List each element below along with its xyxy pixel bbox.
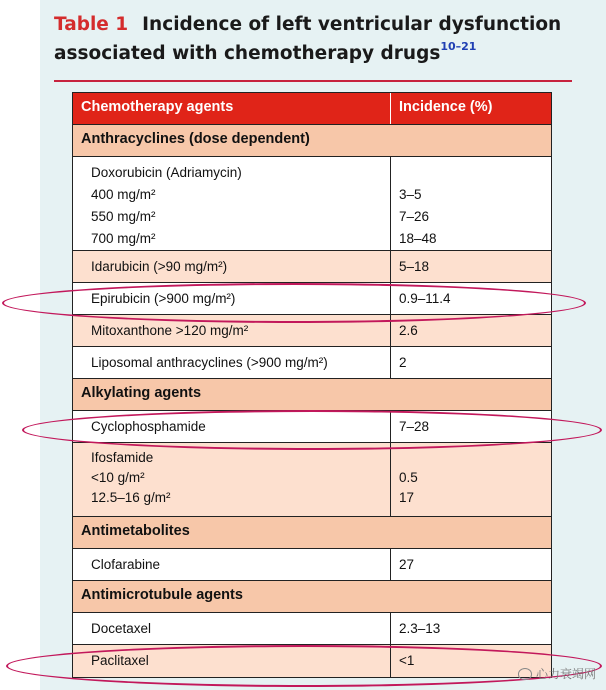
agent-cell: Cyclophosphamide: [73, 411, 391, 442]
title-rule: [54, 80, 572, 82]
title-line-1: Incidence of left ventricular dysfunction: [142, 14, 562, 35]
agent-cell: Clofarabine: [73, 549, 391, 580]
section-row: [73, 125, 551, 157]
section-row: [73, 581, 551, 613]
table-row: [73, 645, 551, 677]
agent-cell: Ifosfamide <10 g/m² 12.5–16 g/m²: [73, 443, 391, 516]
section-row: [73, 517, 551, 549]
agent-cell: Docetaxel: [73, 613, 391, 644]
agent-cell: Liposomal anthracyclines (>900 mg/m²): [73, 347, 391, 378]
section-name: Antimicrotubule agents: [81, 587, 243, 603]
table-row: [73, 549, 551, 581]
incidence-cell: 0.9–11.4: [399, 291, 451, 306]
incidence-table: [72, 92, 552, 678]
watermark-text: 心力衰竭网: [535, 667, 596, 681]
table-row: [73, 315, 551, 347]
table-row: [73, 347, 551, 379]
watermark: [518, 665, 596, 682]
incidence-cell: 0.5 17: [399, 470, 418, 505]
table-row: [73, 283, 551, 315]
incidence-cell: 27: [399, 557, 415, 572]
column-header-agents: Chemotherapy agents: [73, 93, 391, 124]
section-name: Antimetabolites: [81, 523, 190, 539]
agent-cell: Doxorubicin (Adriamycin) 400 mg/m² 550 mg/m² 700 mg/m²: [73, 157, 391, 250]
incidence-cell: 3–5 7–26 18–48: [399, 187, 437, 246]
table-row: [73, 613, 551, 645]
table-row: [73, 251, 551, 283]
incidence-cell: 2.6: [399, 323, 418, 338]
agent-cell: Idarubicin (>90 mg/m²): [73, 251, 391, 282]
incidence-cell: 7–28: [399, 419, 430, 434]
table-row: [73, 443, 551, 517]
table-title: [54, 10, 574, 68]
incidence-cell: 5–18: [399, 259, 430, 274]
reference-link[interactable]: 10–21: [440, 39, 477, 53]
column-header-incidence: Incidence (%): [399, 99, 493, 115]
incidence-cell: 2.3–13: [399, 621, 441, 636]
section-name: Alkylating agents: [81, 385, 202, 401]
wechat-icon: [518, 668, 532, 680]
table-label: Table 1: [54, 14, 129, 35]
section-name: Anthracyclines (dose dependent): [81, 131, 310, 147]
table-row: [73, 411, 551, 443]
table-header-row: [73, 93, 551, 125]
incidence-cell: 2: [399, 355, 407, 370]
agent-cell: Epirubicin (>900 mg/m²): [73, 283, 391, 314]
agent-cell: Paclitaxel: [73, 645, 391, 677]
section-row: [73, 379, 551, 411]
incidence-cell: <1: [399, 653, 415, 668]
agent-cell: Mitoxanthone >120 mg/m²: [73, 315, 391, 346]
table-row: [73, 157, 551, 251]
title-line-2: associated with chemotherapy drugs: [54, 43, 441, 64]
